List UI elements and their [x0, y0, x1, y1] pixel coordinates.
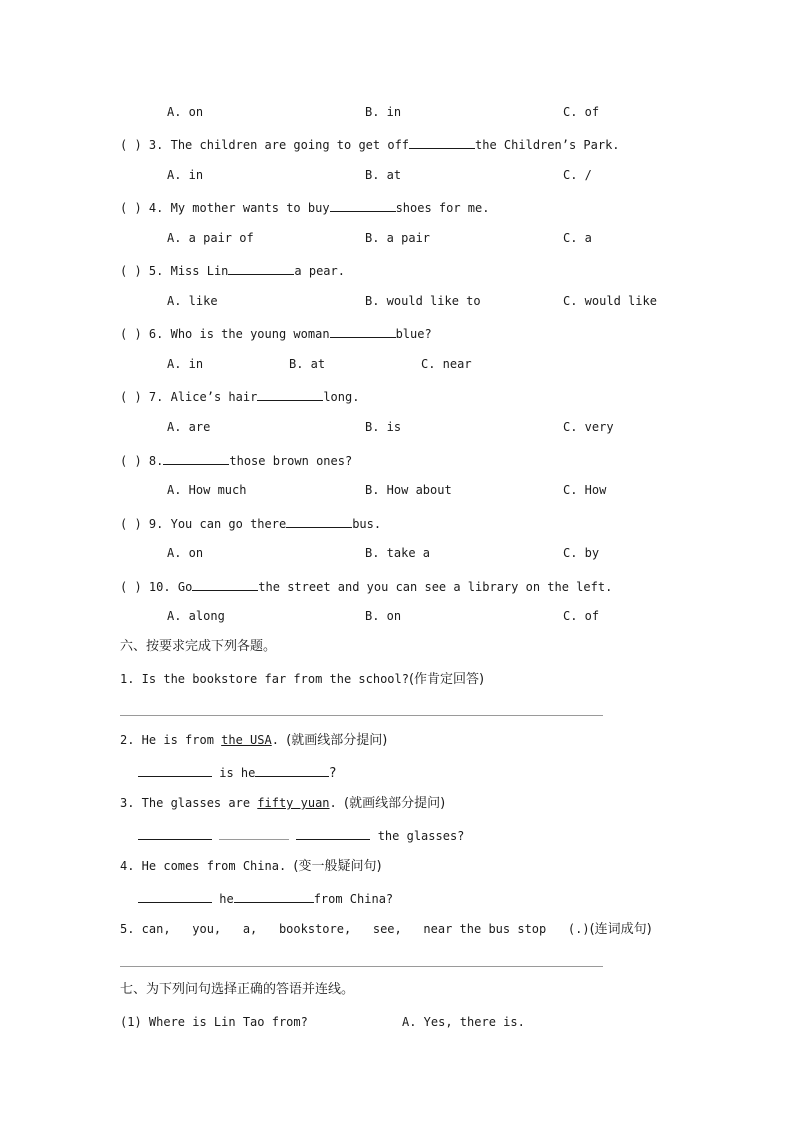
answer-paren: ( )	[120, 327, 142, 341]
question-number: 4.	[148, 201, 164, 215]
question-10	[120, 578, 612, 594]
answer-text: from China?	[313, 892, 394, 906]
s6-answer-2	[138, 764, 336, 781]
answer-paren: ( )	[120, 264, 142, 278]
instruction-note: (就画线部分提问)	[344, 796, 446, 811]
option-a: A. How much	[167, 483, 247, 497]
option-b: B. take a	[365, 546, 431, 560]
question-8	[120, 452, 352, 468]
question-text: shoes for me.	[395, 201, 490, 215]
section-7-heading: 七、为下列问句选择正确的答语并连线。	[120, 982, 355, 997]
option-c: C. would like	[563, 294, 657, 308]
question-text: .	[271, 733, 279, 747]
answer-blank[interactable]	[219, 827, 289, 840]
answer-blank[interactable]	[192, 578, 258, 591]
instruction-note: (就画线部分提问)	[286, 733, 388, 748]
answer-blank[interactable]	[255, 764, 329, 777]
option-c: C. near	[421, 357, 472, 371]
question-6	[120, 325, 432, 341]
question-number: 9.	[148, 517, 164, 531]
question-text: 4. He comes from China.	[120, 859, 287, 873]
question-text: the street and you can see a library on the left.	[258, 580, 613, 594]
option-a: A. along	[167, 609, 225, 623]
answer-line[interactable]	[120, 966, 603, 967]
answer-text: the glasses?	[370, 829, 465, 843]
question-text: bus.	[352, 517, 382, 531]
option-c: C. /	[563, 168, 592, 182]
question-text: Miss Lin	[170, 264, 229, 278]
question-4	[120, 199, 489, 215]
s6-answer-4	[138, 890, 393, 906]
answer-text: is he	[212, 766, 256, 780]
instruction-note: (作肯定回答)	[408, 672, 485, 687]
question-text: You can go there	[170, 517, 287, 531]
answer-blank[interactable]	[138, 827, 212, 840]
answer-blank[interactable]	[228, 262, 294, 275]
option-c: C. of	[563, 609, 600, 623]
option-a: A. in	[167, 357, 204, 371]
option-a: A. a pair of	[167, 231, 254, 245]
answer-line[interactable]	[120, 715, 603, 716]
option-a: A. on	[167, 546, 204, 560]
answer-blank[interactable]	[330, 325, 396, 338]
option-c: C. by	[563, 546, 600, 560]
question-text: .	[329, 796, 337, 810]
s6-question-2	[120, 733, 387, 748]
answer-text: he	[212, 892, 234, 906]
instruction-note: (变一般疑问句)	[293, 859, 382, 874]
underlined-phrase: the USA	[221, 733, 272, 747]
question-text: long.	[323, 390, 360, 404]
question-number: 3.	[148, 138, 164, 152]
question-number: 5.	[148, 264, 164, 278]
answer-text: ?	[329, 766, 337, 781]
question-text: 5. can, you, a, bookstore, see, near the bus stop (.)	[120, 922, 590, 936]
question-text: 2. He is from	[120, 733, 222, 747]
s6-answer-3	[138, 827, 464, 843]
option-b: B. at	[289, 357, 326, 371]
option-b: B. a pair	[365, 231, 431, 245]
answer-paren: ( )	[120, 580, 142, 594]
answer-blank[interactable]	[286, 515, 352, 528]
option-a: A. like	[167, 294, 218, 308]
answer-paren: ( )	[120, 201, 142, 215]
answer-blank[interactable]	[296, 827, 370, 840]
question-number: 6.	[148, 327, 164, 341]
option-b: B. in	[365, 105, 402, 119]
s7-question-1[interactable]: (1) Where is Lin Tao from?	[120, 1015, 308, 1029]
s6-question-4	[120, 859, 382, 874]
option-c: C. How	[563, 483, 607, 497]
answer-blank[interactable]	[138, 764, 212, 777]
s7-answer-a[interactable]: A. Yes, there is.	[402, 1015, 525, 1029]
question-text: Alice’s hair	[170, 390, 258, 404]
question-text: the Children’s Park.	[475, 138, 620, 152]
underlined-phrase: fifty yuan	[257, 796, 330, 810]
option-a: A. on	[167, 105, 204, 119]
option-b: B. would like to	[365, 294, 481, 308]
question-text: a pear.	[294, 264, 345, 278]
answer-blank[interactable]	[257, 388, 323, 401]
s6-question-5	[120, 922, 652, 937]
question-text: those brown ones?	[229, 454, 353, 468]
section-6-heading: 六、按要求完成下列各题。	[120, 639, 277, 654]
question-text: 1. Is the bookstore far from the school?	[120, 672, 409, 686]
question-5	[120, 262, 345, 278]
answer-paren: ( )	[120, 138, 142, 152]
question-text: blue?	[395, 327, 432, 341]
question-text: 3. The glasses are	[120, 796, 258, 810]
option-c: C. of	[563, 105, 600, 119]
option-b: B. on	[365, 609, 402, 623]
question-text: My mother wants to buy	[170, 201, 330, 215]
s6-question-1	[120, 672, 484, 687]
question-7	[120, 388, 359, 404]
answer-blank[interactable]	[330, 199, 396, 212]
s6-question-3	[120, 796, 445, 811]
question-text: Who is the young woman	[170, 327, 330, 341]
option-c: C. a	[563, 231, 592, 245]
answer-blank[interactable]	[163, 452, 229, 465]
answer-blank[interactable]	[138, 890, 212, 903]
question-number: 7.	[148, 390, 164, 404]
answer-paren: ( )	[120, 454, 142, 468]
question-9	[120, 515, 381, 531]
answer-blank[interactable]	[409, 136, 475, 149]
question-3	[120, 136, 620, 152]
question-text: Go	[177, 580, 193, 594]
question-number: 10.	[148, 580, 171, 594]
option-a: A. in	[167, 168, 204, 182]
option-c: C. very	[563, 420, 614, 434]
answer-paren: ( )	[120, 390, 142, 404]
answer-paren: ( )	[120, 517, 142, 531]
option-b: B. at	[365, 168, 402, 182]
option-b: B. How about	[365, 483, 452, 497]
question-number: 8.	[148, 454, 164, 468]
instruction-note: (连词成句)	[589, 922, 652, 937]
option-b: B. is	[365, 420, 402, 434]
answer-blank[interactable]	[234, 890, 314, 903]
option-a: A. are	[167, 420, 211, 434]
question-text: The children are going to get off	[170, 138, 410, 152]
